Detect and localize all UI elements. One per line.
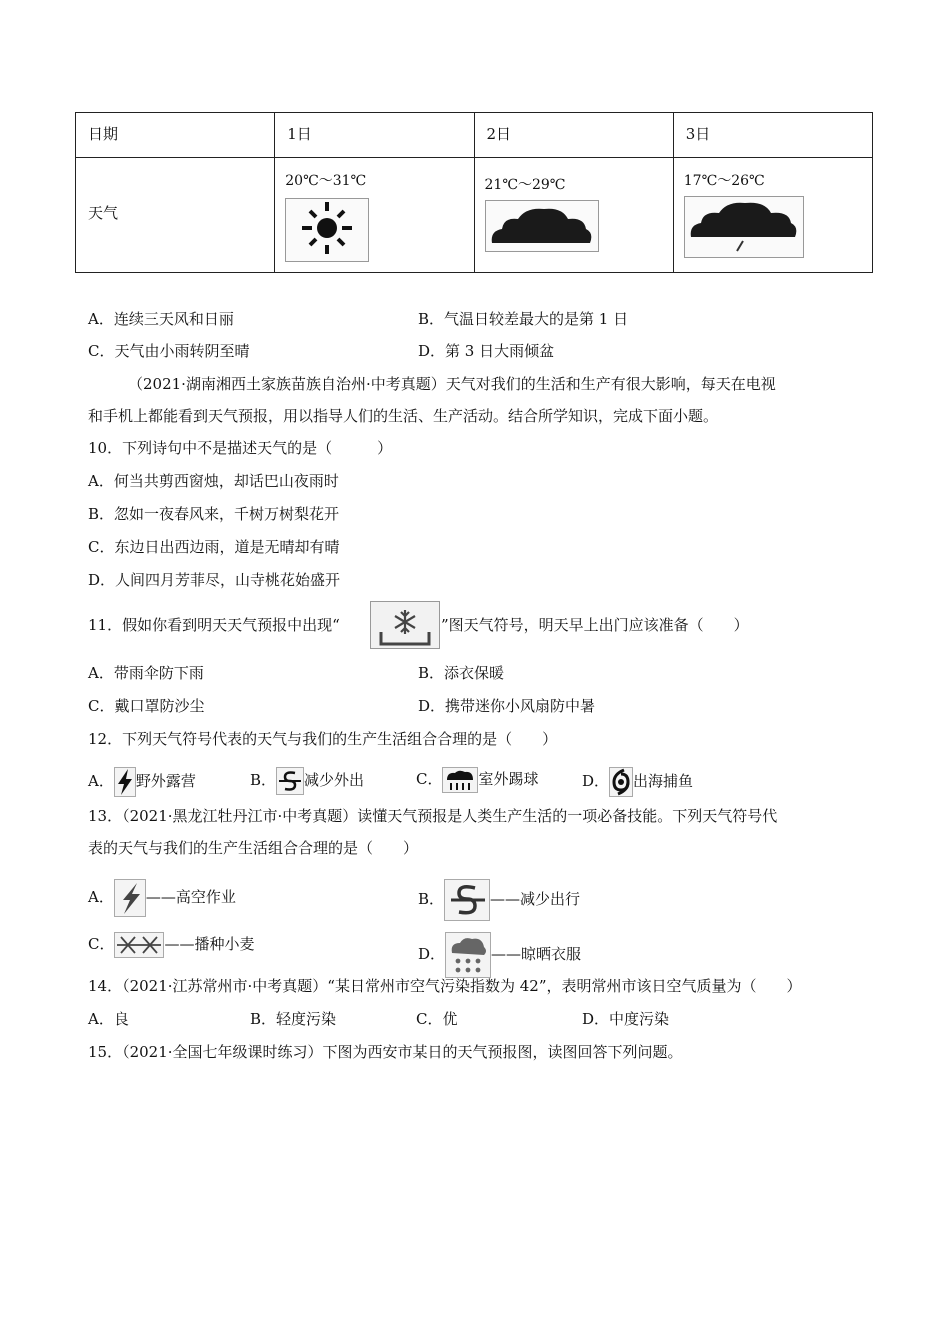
q14-option-a: A．良 — [88, 1010, 129, 1028]
q9-option-a: A．连续三天风和日丽 — [88, 310, 234, 328]
q12-stem: 12．下列天气符号代表的天气与我们的生产生活组合合理的是（ ） — [88, 730, 558, 748]
sun-icon — [285, 198, 369, 262]
option-text: ——晾晒衣服 — [491, 945, 582, 963]
q14-stem: 14．（2021·江苏常州市·中考真题）“某日常州市空气污染指数为 42”，表明常州市该日空气质量为（ ） — [88, 977, 802, 995]
option-text: 室外踢球 — [478, 770, 539, 788]
q10-option-c: C．东边日出西边雨，道是无晴却有晴 — [88, 538, 340, 556]
q11-option-d: D．携带迷你小风扇防中暑 — [418, 697, 596, 715]
intro-line-2: 和手机上都能看到天气预报，用以指导人们的生活、生产活动。结合所学知识，完成下面小题。 — [88, 407, 719, 425]
q12-option-d — [582, 767, 693, 797]
rainstorm-icon — [442, 767, 478, 793]
row-label-weather: 天气 — [88, 204, 119, 222]
q9-option-b: B．气温日较差最大的是第 1 日 — [418, 310, 629, 328]
option-text: 出海捕鱼 — [633, 772, 694, 790]
q11-option-c: C．戴口罩防沙尘 — [88, 697, 205, 715]
q11-stem-pre: 11．假如你看到明天天气预报中出现“ — [88, 616, 340, 634]
option-label: D． — [418, 945, 446, 963]
q13-option-b — [418, 879, 580, 921]
typhoon-icon — [609, 767, 633, 797]
q14-option-c: C．优 — [416, 1010, 458, 1028]
q15-stem: 15．（2021·全国七年级课时练习）下图为西安市某日的天气预报图，读图回答下列问题。 — [88, 1043, 683, 1061]
q10-option-d: D．人间四月芳菲尽，山寺桃花始盛开 — [88, 571, 341, 589]
q10-option-b: B．忽如一夜春风来，千树万树梨花开 — [88, 505, 340, 523]
q14-option-d: D．中度污染 — [582, 1010, 670, 1028]
q12-option-a — [88, 767, 196, 797]
table-weather-row — [76, 158, 873, 273]
option-label: D． — [582, 772, 610, 790]
q13-stem-line-1: 13．（2021·黑龙江牡丹江市·中考真题）读懂天气预报是人类生产生活的一项必备技能。下列天气符号代 — [88, 807, 778, 825]
q9-option-d: D．第 3 日大雨倾盆 — [418, 342, 555, 360]
q14-option-b: B．轻度污染 — [250, 1010, 337, 1028]
option-label: B． — [418, 890, 445, 908]
option-text: ——高空作业 — [145, 888, 236, 906]
cloudy-icon — [485, 200, 599, 252]
q9-option-c: C．天气由小雨转阴至晴 — [88, 342, 250, 360]
lightning-icon — [114, 879, 146, 917]
snow-icon — [370, 601, 440, 649]
option-label: A． — [88, 772, 114, 790]
header-day2: 2日 — [486, 125, 512, 143]
snow-icon — [114, 932, 164, 958]
option-text: ——播种小麦 — [164, 935, 255, 953]
sandstorm-icon — [444, 879, 490, 921]
header-date: 日期 — [88, 125, 119, 143]
q11-option-a: A．带雨伞防下雨 — [88, 664, 204, 682]
header-day1: 1日 — [287, 125, 312, 143]
table-header-row — [76, 113, 873, 158]
q11-option-b: B．添衣保暖 — [418, 664, 505, 682]
option-label: A． — [88, 888, 114, 906]
q12-option-c — [416, 767, 539, 793]
option-text: 减少外出 — [304, 771, 365, 789]
weather-table — [75, 112, 873, 273]
q10-stem: 10．下列诗句中不是描述天气的是（ ） — [88, 439, 393, 457]
intro-line-1: （2021·湖南湘西土家族苗族自治州·中考真题）天气对我们的生活和生产有很大影响，每天在电视 — [128, 375, 776, 393]
temp-day2: 21℃～29℃ — [484, 177, 566, 193]
q13-option-c — [88, 932, 255, 958]
heavy-rain-icon — [445, 932, 491, 978]
sandstorm-icon — [276, 767, 304, 795]
q10-option-a: A．何当共剪西窗烛，却话巴山夜雨时 — [88, 472, 339, 490]
q13-option-d — [418, 932, 581, 978]
option-label: C． — [88, 935, 115, 953]
q13-stem-line-2: 表的天气与我们的生产生活组合合理的是（ ） — [88, 839, 419, 857]
lightning-icon — [114, 767, 136, 797]
temp-day1: 20℃～31℃ — [285, 173, 367, 189]
option-label: B． — [250, 771, 277, 789]
cloudy-light-rain-icon — [684, 196, 804, 258]
q13-option-a — [88, 879, 236, 917]
temp-day3: 17℃～26℃ — [683, 173, 765, 189]
q11-stem-post: ”图天气符号，明天早上出门应该准备（ ） — [441, 616, 749, 634]
header-day3: 3日 — [685, 125, 711, 143]
option-text: ——减少出行 — [490, 890, 581, 908]
option-text: 野外露营 — [135, 772, 196, 790]
option-label: C． — [416, 770, 443, 788]
q12-option-b — [250, 767, 364, 795]
